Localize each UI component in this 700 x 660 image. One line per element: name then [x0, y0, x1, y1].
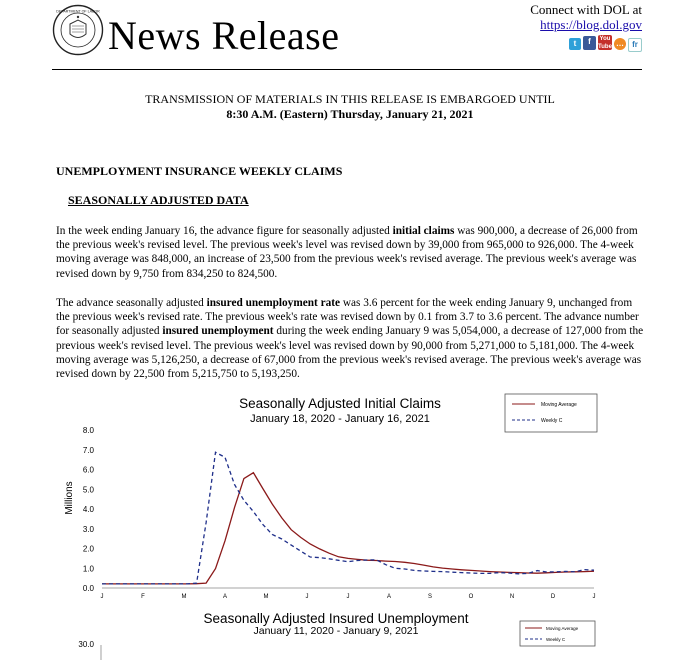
- chart1-x-tick: F: [141, 594, 145, 600]
- chart1-y-tick: 0.0: [82, 584, 94, 593]
- p2-text-mid: was 3.6 percent for the week ending January 9, unchanged from the previous week's revised rate. The previous week's rate was revised down by 0.1 from 3.7 to 3.6 percent. The advance number for seasonally adjusted: [56, 297, 639, 338]
- chart1-x-labels: [101, 594, 596, 600]
- legend-weekly: Weekly C: [541, 418, 563, 424]
- section-subtitle: SEASONALLY ADJUSTED DATA: [68, 193, 249, 207]
- p1-bold: initial claims: [392, 225, 455, 237]
- chart1-x-tick: J: [346, 594, 350, 600]
- header-rule: [52, 69, 642, 70]
- chart1-y-tick: 1.0: [82, 564, 94, 574]
- embargo-line-2: 8:30 A.M. (Eastern) Thursday, January 21, 2021: [226, 107, 474, 121]
- blog-icon[interactable]: …: [616, 39, 624, 48]
- chart1-y-tick: 7.0: [82, 445, 94, 455]
- connect-label: Connect with DOL at: [530, 2, 642, 17]
- legend-moving-average: Moving Average: [541, 402, 577, 408]
- chart1-y-tick: 4.0: [82, 505, 94, 514]
- chart1-y-tick: 6.0: [82, 465, 94, 475]
- p1-text: In the week ending January 16, the advance figure for seasonally adjusted: [56, 225, 393, 237]
- p2-text: The advance seasonally adjusted: [56, 297, 207, 309]
- insured-unemployment-chart: [0, 603, 700, 660]
- twitter-icon[interactable]: t: [569, 38, 581, 50]
- chart1-y-tick: 8.0: [82, 426, 94, 435]
- chart1-legend: [505, 394, 597, 432]
- dol-seal-logo: [52, 4, 104, 56]
- blog-link[interactable]: https://blog.dol.gov: [540, 17, 642, 32]
- chart1-x-tick: A: [386, 594, 392, 600]
- p2-text-end: during the week ending January 9 was 5,054,000, a decrease of 127,000 from the previous week's revised level. The previous week's level was revised down by 90,000 from 5,271,000 to 5,181,000. The 4-week moving average was 5,126,250, a decrease of 67,000 from the previous week's revised average. The previous week's average was revised down by 22,500 from 5,215,750 to 5,193,250.: [56, 325, 644, 381]
- chart1-ylabel: Millions: [64, 481, 75, 515]
- chart2-legend-moving-average: Moving Average: [546, 626, 579, 631]
- chart2-subtitle: January 11, 2020 - January 9, 2021: [253, 625, 419, 637]
- embargo-line-1: TRANSMISSION OF MATERIALS IN THIS RELEASE IS EMBARGOED UNTIL: [145, 92, 555, 106]
- facebook-icon[interactable]: f: [583, 36, 596, 50]
- chart2-title: Seasonally Adjusted Insured Unemployment: [203, 611, 469, 626]
- chart1-x-tick: S: [427, 594, 433, 600]
- chart1-x-tick: A: [222, 594, 228, 600]
- chart1-x-tick: J: [592, 594, 596, 600]
- chart1-title: Seasonally Adjusted Initial Claims: [239, 396, 441, 411]
- svg-text:DEPARTMENT OF LABOR: DEPARTMENT OF LABOR: [56, 9, 100, 14]
- embargo-notice: [0, 92, 700, 122]
- chart1-series: [102, 452, 594, 584]
- chart1-subtitle: January 18, 2020 - January 16, 2021: [250, 413, 430, 425]
- chart1-y-tick: 2.0: [82, 544, 94, 554]
- chart1-y-tick: 5.0: [82, 485, 94, 495]
- french-icon[interactable]: fr: [628, 38, 642, 52]
- series-moving-average-line: [102, 473, 594, 584]
- chart1-x-tick: N: [509, 594, 515, 600]
- chart1-x-tick: M: [263, 594, 269, 600]
- chart2-legend: [520, 621, 595, 646]
- page-title: News Release: [108, 13, 340, 58]
- chart1-y-tick: 3.0: [82, 524, 94, 534]
- youtube-icon[interactable]: You Tube: [598, 36, 612, 50]
- chart1-x-tick: O: [468, 594, 474, 600]
- connect-block: [530, 2, 642, 32]
- chart1-x-tick: D: [550, 594, 556, 600]
- chart1-x-tick: J: [305, 594, 309, 600]
- p2-bold-2: insured unemployment: [162, 325, 274, 338]
- chart1-x-tick: M: [181, 594, 187, 600]
- social-icons: [569, 38, 642, 52]
- section-title: UNEMPLOYMENT INSURANCE WEEKLY CLAIMS: [56, 164, 343, 178]
- chart2-legend-weekly: Weekly C: [546, 637, 566, 642]
- paragraph-initial-claims: [56, 224, 646, 281]
- paragraph-insured-unemployment: [56, 296, 646, 381]
- chart2-y-tick: 30.0: [78, 640, 94, 649]
- p2-bold-1: insured unemployment rate: [206, 297, 341, 309]
- initial-claims-chart: [0, 388, 700, 603]
- chart1-y-ticks: [83, 426, 95, 593]
- series-weekly-line: [102, 452, 594, 584]
- chart1-x-tick: J: [100, 594, 104, 600]
- p1-text-end: was 900,000, a decrease of 26,000 from the previous week's revised level. The previous week's level was revised down by 39,000 from 965,000 to 926,000. The 4-week moving average was 848,000, an increase of 23,500 from the previous week's revised average. The previous week's average was revised down by 9,750 from 834,250 to 824,500.: [56, 225, 638, 280]
